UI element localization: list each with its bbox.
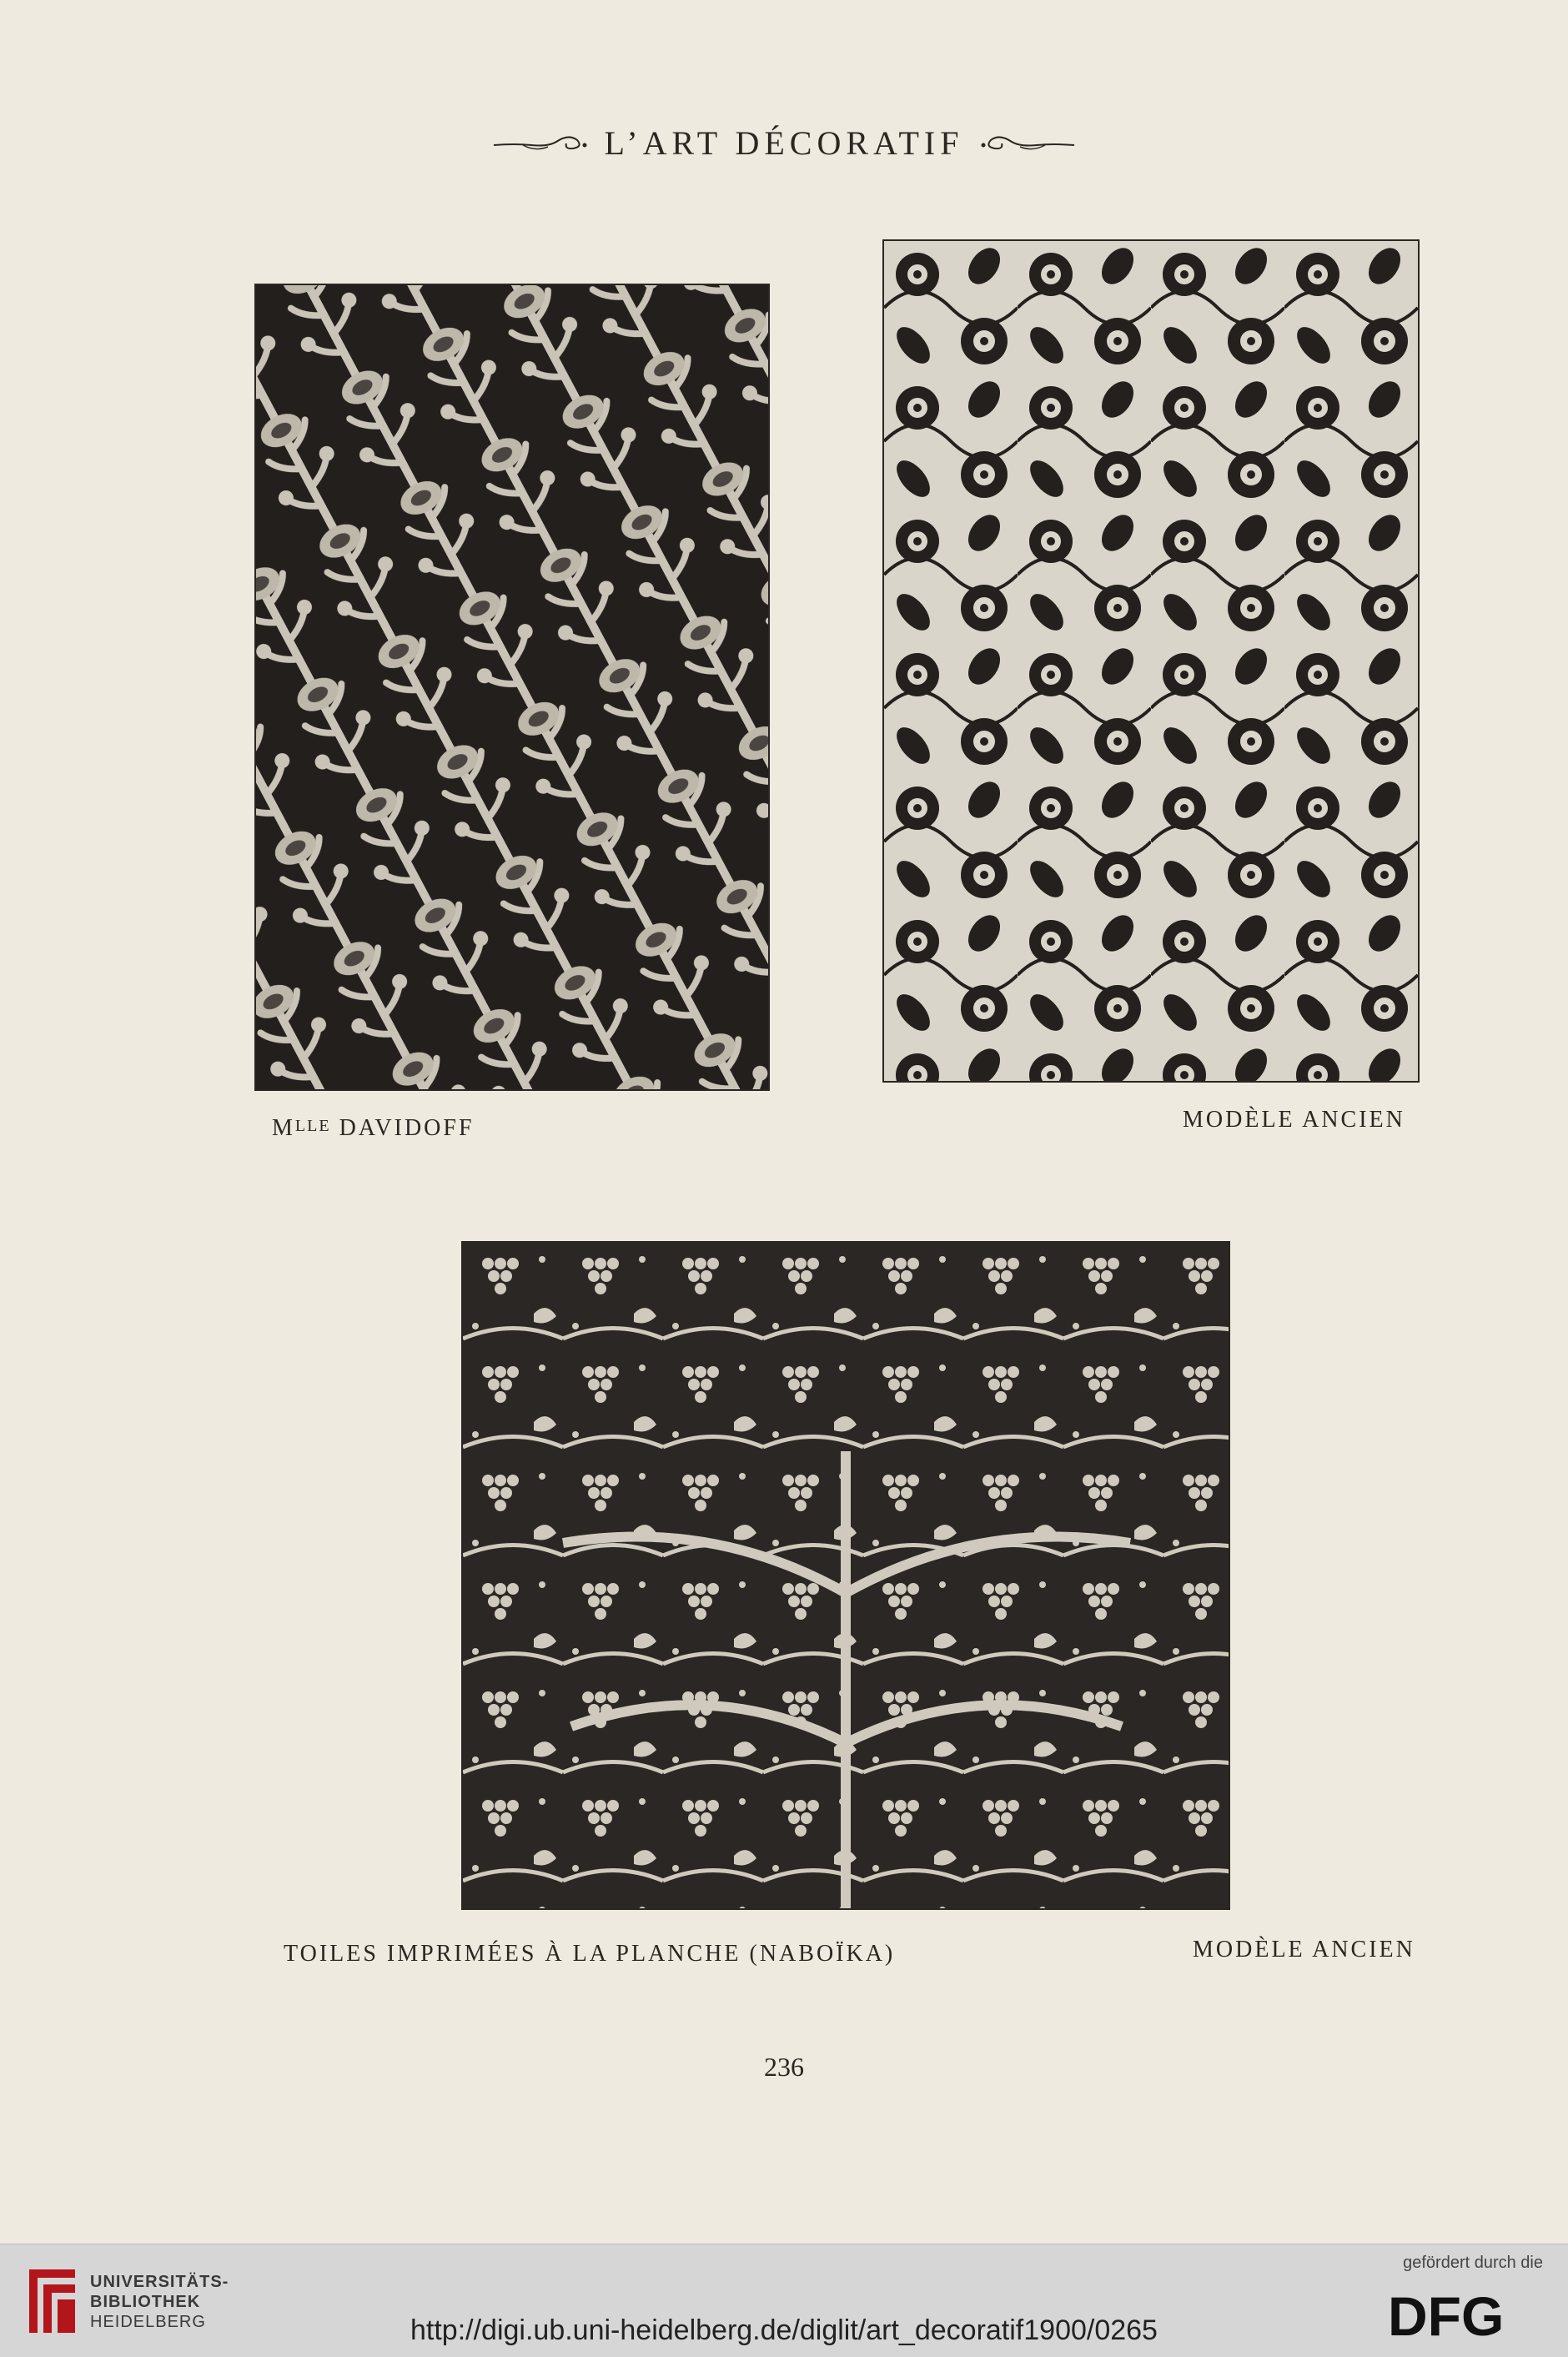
running-header (0, 123, 1568, 163)
funding-note: gefördert durch die (1403, 2254, 1543, 2272)
library-name: UNIVERSITÄTS- BIBLIOTHEK HEIDELBERG (90, 2273, 229, 2331)
page-header-title: L’ART DÉCORATIF (604, 124, 964, 162)
plate-naboika-print (461, 1241, 1230, 1910)
plate-davidoff-fabric (254, 284, 770, 1091)
caption-davidoff: MLLE DAVIDOFF (272, 1115, 475, 1141)
page-number: 236 (764, 2052, 804, 2082)
caption-naboika: TOILES IMPRIMÉES À LA PLANCHE (NABOÏKA) (284, 1941, 896, 1967)
source-url-link[interactable]: http://digi.ub.uni-heidelberg.de/diglit/art_decoratif1900/0265 (410, 2314, 1158, 2346)
ornament-left-icon (490, 127, 590, 160)
dfg-logo-icon (1388, 2285, 1538, 2344)
svg-text:DFG: DFG (1388, 2285, 1505, 2344)
caption-modele-ancien-top: MODÈLE ANCIEN (1183, 1107, 1405, 1133)
caption-modele-ancien-bottom: MODÈLE ANCIEN (1193, 1937, 1415, 1962)
plate-modele-ancien-floral (882, 239, 1420, 1083)
ornament-right-icon (978, 127, 1078, 160)
